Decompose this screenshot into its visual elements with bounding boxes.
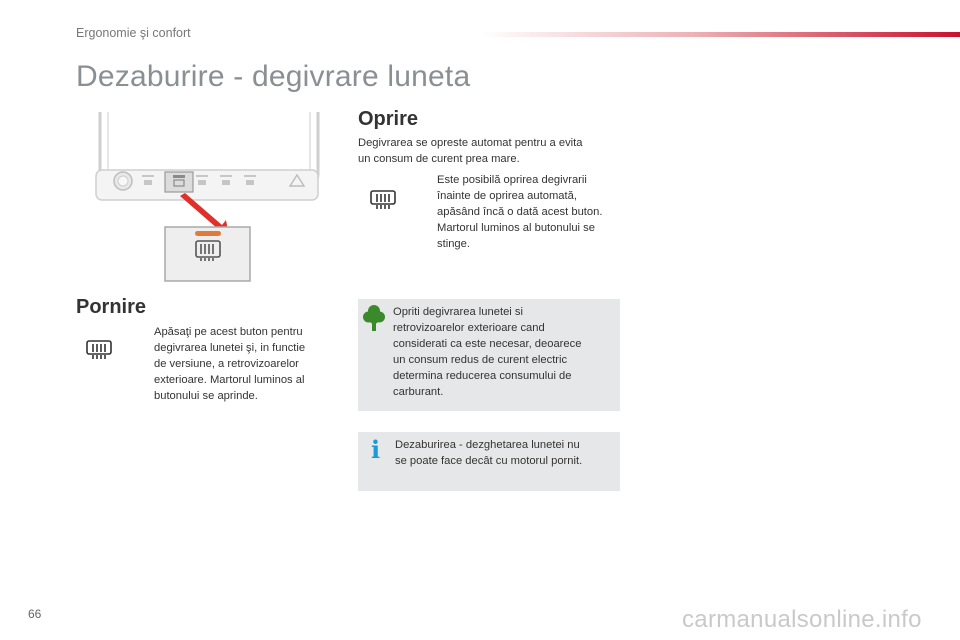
pornire-line: exterioare. Martorul luminos al (154, 374, 305, 386)
tree-icon (363, 304, 385, 332)
info-note-line: Dezaburirea - dezghetarea lunetei nu (395, 439, 580, 451)
oprire-line: stinge. (437, 238, 470, 250)
eco-note-line: considerati ca este necesar, deoarece (393, 338, 582, 350)
pornire-line: de versiune, a retrovizoarelor (154, 358, 299, 370)
page-title: Dezaburire - degivrare luneta (76, 60, 471, 93)
eco-note-line: Opriti degivrarea lunetei si (393, 306, 523, 318)
pornire-line: Apăsaţi pe acest buton pentru (154, 326, 303, 338)
pornire-heading: Pornire (76, 296, 147, 318)
oprire-intro-line: Degivrarea se opreste automat pentru a evita (358, 137, 583, 149)
oprire-intro (358, 135, 628, 167)
eco-note-box (358, 299, 620, 411)
pornire-line: butonului se aprinde. (154, 390, 258, 402)
info-note-box (358, 432, 620, 491)
oprire-line: Este posibilă oprirea degivrarii (437, 174, 587, 186)
section-header: Ergonomie şi confort (76, 26, 191, 40)
oprire-line: Martorul luminos al butonului se (437, 222, 595, 234)
eco-note-line: carburant. (393, 386, 444, 398)
info-icon: i (371, 435, 381, 464)
oprire-bullet (415, 172, 630, 262)
eco-note-line: un consum redus de curent electric (393, 354, 568, 366)
dashboard-illustration (92, 112, 327, 287)
oprire-heading: Oprire (358, 108, 419, 130)
page-number: 66 (28, 607, 42, 621)
rear-defrost-icon (85, 339, 113, 361)
eco-note-line: retrovizoarelor exterioare cand (393, 322, 545, 334)
pornire-bullet (132, 324, 332, 414)
info-note-line: se poate face decât cu motorul pornit. (395, 455, 583, 467)
oprire-line: apăsând încă o dată acest buton. (437, 206, 603, 218)
header-accent-line (480, 32, 960, 37)
eco-note-line: determina reducerea consumului de (393, 370, 572, 382)
rear-defrost-icon (369, 189, 397, 211)
oprire-line: înainte de oprirea automată, (437, 190, 577, 202)
watermark: carmanualsonline.info (682, 606, 922, 633)
pornire-line: degivrarea lunetei şi, in functie (154, 342, 306, 354)
oprire-intro-line: un consum de curent prea mare. (358, 153, 520, 165)
